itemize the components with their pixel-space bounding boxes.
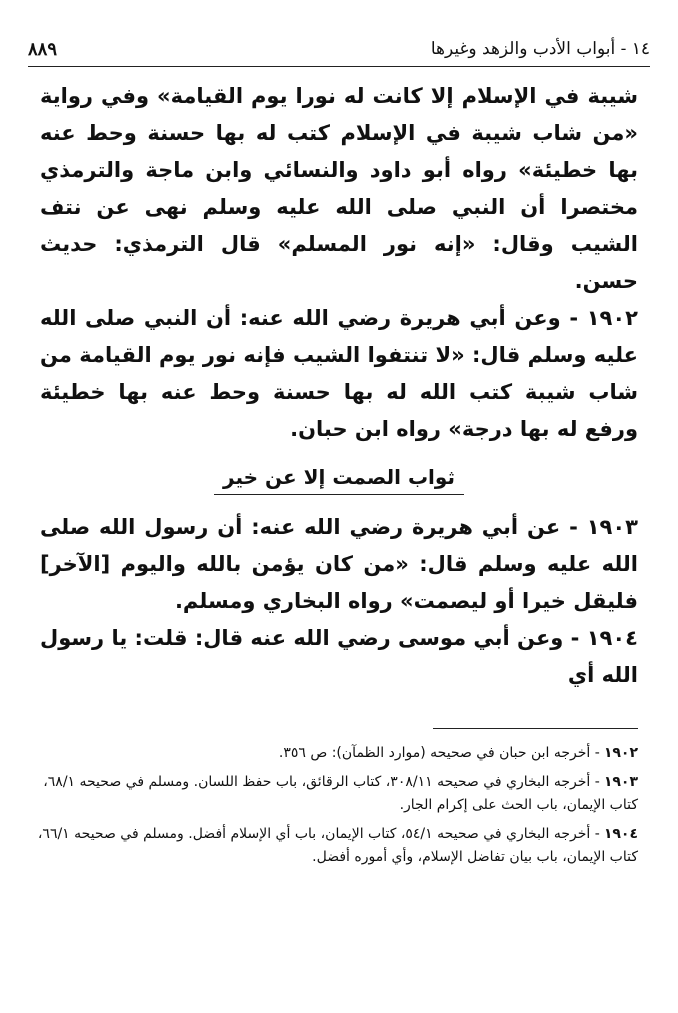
header-rule [28, 66, 650, 67]
paragraph-continuation: شيبة في الإسلام إلا كانت له نورا يوم القيامة» وفي رواية «من شاب شيبة في الإسلام كتب له بها حسنة وحط عنه بها خطيئة» رواه أبو داود والنسائي وابن ماجة والترمذي مختصرا أن النبي صلى الله عليه وسلم نهى عن نتف الشيب وقال: «إنه نور المسلم» قال الترمذي: حديث حسن. [40, 84, 638, 293]
hadith-1902 [40, 300, 638, 448]
page-header [28, 36, 650, 62]
section-title: ثواب الصمت إلا عن خير [214, 462, 464, 495]
footnote-1904 [30, 823, 638, 869]
hadith-number: ١٩٠٤ [586, 626, 639, 650]
footnote-text: - أخرجه البخاري في صحيحه ٥٤/١، كتاب الإيمان، باب أي الإسلام أفضل. ومسلم في صحيحه ٦٦/١، كتاب الإيمان، باب بيان تفاضل الإسلام، وأي أموره أفضل. [37, 826, 638, 865]
hadith-text: - عن أبي هريرة رضي الله عنه: أن رسول الله صلى الله عليه وسلم قال: «من كان يؤمن بالله واليوم [الآخر] فليقل خيرا أو ليصمت» رواه البخاري ومسلم. [40, 515, 638, 613]
running-title: ١٤ - أبواب الأدب والزهد وغيرها [430, 39, 650, 59]
hadith-number: ١٩٠٣ [586, 515, 638, 539]
footnote-number: ١٩٠٣ [603, 774, 638, 790]
footnotes [30, 742, 638, 875]
hadith-text: - وعن أبي موسى رضي الله عنه قال: قلت: يا رسول الله أي [40, 626, 638, 687]
footnote-text: - أخرجه ابن حبان في صحيحه (موارد الظمآن): ص ٣٥٦. [278, 745, 600, 761]
main-text [40, 78, 638, 694]
hadith-text: - وعن أبي هريرة رضي الله عنه: أن النبي صلى الله عليه وسلم قال: «لا تنتفوا الشيب فإنه نور يوم القيامة من شاب شيبة كتب الله له بها حسنة وحط عنه بها خطيئة ورفع له بها درجة» رواه ابن حبان. [40, 306, 638, 441]
page-number: ٨٨٩ [28, 38, 58, 60]
footnote-number: ١٩٠٤ [603, 826, 638, 842]
hadith-number: ١٩٠٢ [586, 306, 639, 330]
footnote-1903 [30, 771, 638, 817]
hadith-1903 [40, 509, 638, 620]
footnote-number: ١٩٠٢ [603, 745, 638, 761]
footnote-separator [433, 728, 638, 729]
footnote-1902 [30, 742, 638, 765]
footnote-text: - أخرجه البخاري في صحيحه ٣٠٨/١١، كتاب الرقائق، باب حفظ اللسان. ومسلم في صحيحه ٦٨/١، كتاب الإيمان، باب الحث على إكرام الجار. [43, 774, 638, 813]
hadith-1904 [40, 620, 638, 694]
